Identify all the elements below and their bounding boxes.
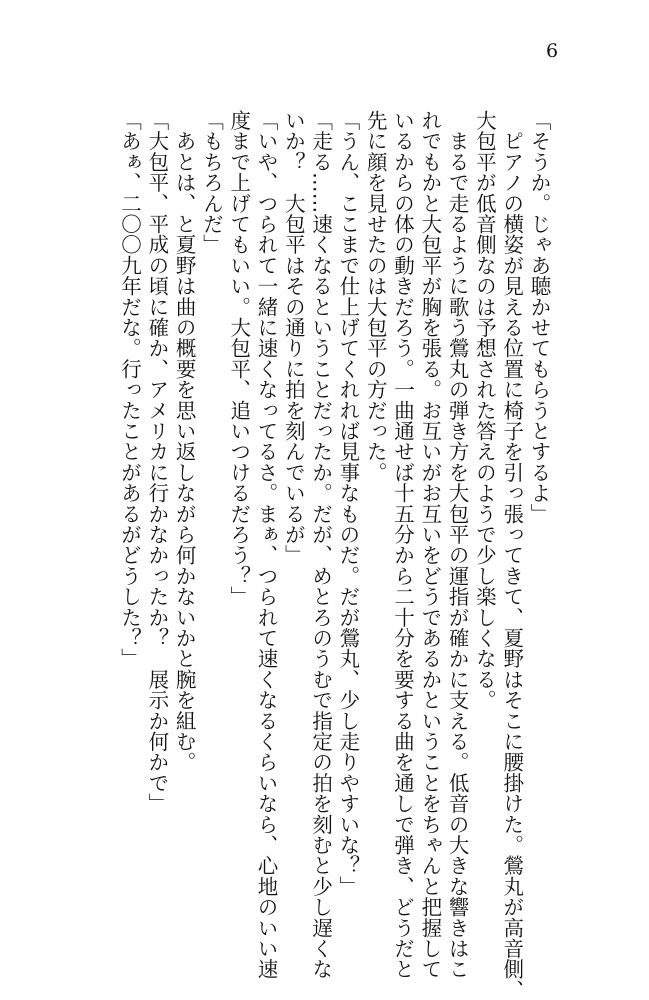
text-line: いか？ 大包平はその通りに拍を刻んでいるが」	[281, 110, 306, 566]
text-line: あとは、と夏野は曲の概要を思い返しながら何かないかと腕を組む。	[172, 110, 197, 773]
text-line: 「大包平、平成の頃に確か、アメリカに行かなかったか？ 展示か何かで」	[144, 110, 169, 814]
page-number: 6	[546, 40, 559, 62]
text-line: れでもかと大包平が胸を張る。お互いがお互いをどうであるかということをちゃんと把握して	[417, 110, 442, 980]
text-line: 「うん、ここまで仕上げてくれれば見事なものだ。だが鶯丸、少し走りやすいな？」	[335, 110, 360, 897]
vertical-body-text	[117, 110, 552, 1000]
text-line: 「走る……速くなるということだったか。だが、めとろのうむで指定の拍を刻むと少し遅くな	[308, 110, 333, 980]
text-line: 「そうか。じゃあ聴かせてもらうとするよ」	[527, 110, 551, 524]
text-line: 「もちろんだ」	[199, 110, 224, 255]
text-line: 度まで上げてもいい。大包平、追いつけるだろう？」	[226, 110, 251, 607]
text-line: ピアノの横姿が見える位置に椅子を引っ張ってきて、夏野はそこに腰掛けた。鶯丸が高音側、	[499, 110, 524, 1000]
text-line: まるで走るように歌う鶯丸の弾き方を大包平の運指が確かに支える。低音の大きな響きはこ	[445, 110, 470, 980]
text-line: いるからの体の動きだろう。一曲通せば十五分から二十分を要する曲を通しで弾き、どうだと	[390, 110, 415, 980]
text-line: 大包平が低音側なのは予想された答えのようで少し楽しくなる。	[472, 110, 497, 711]
text-line: 先に顔を見せたのは大包平の方だった。	[363, 110, 388, 483]
text-line: 「あぁ、二〇〇九年だな。行ったことがあるがどうした？」	[117, 110, 142, 669]
text-line: 「いや、つられて一緒に速くなってるさ。まぁ、つられて速くなるくらいなら、心地のいい速	[254, 110, 279, 980]
